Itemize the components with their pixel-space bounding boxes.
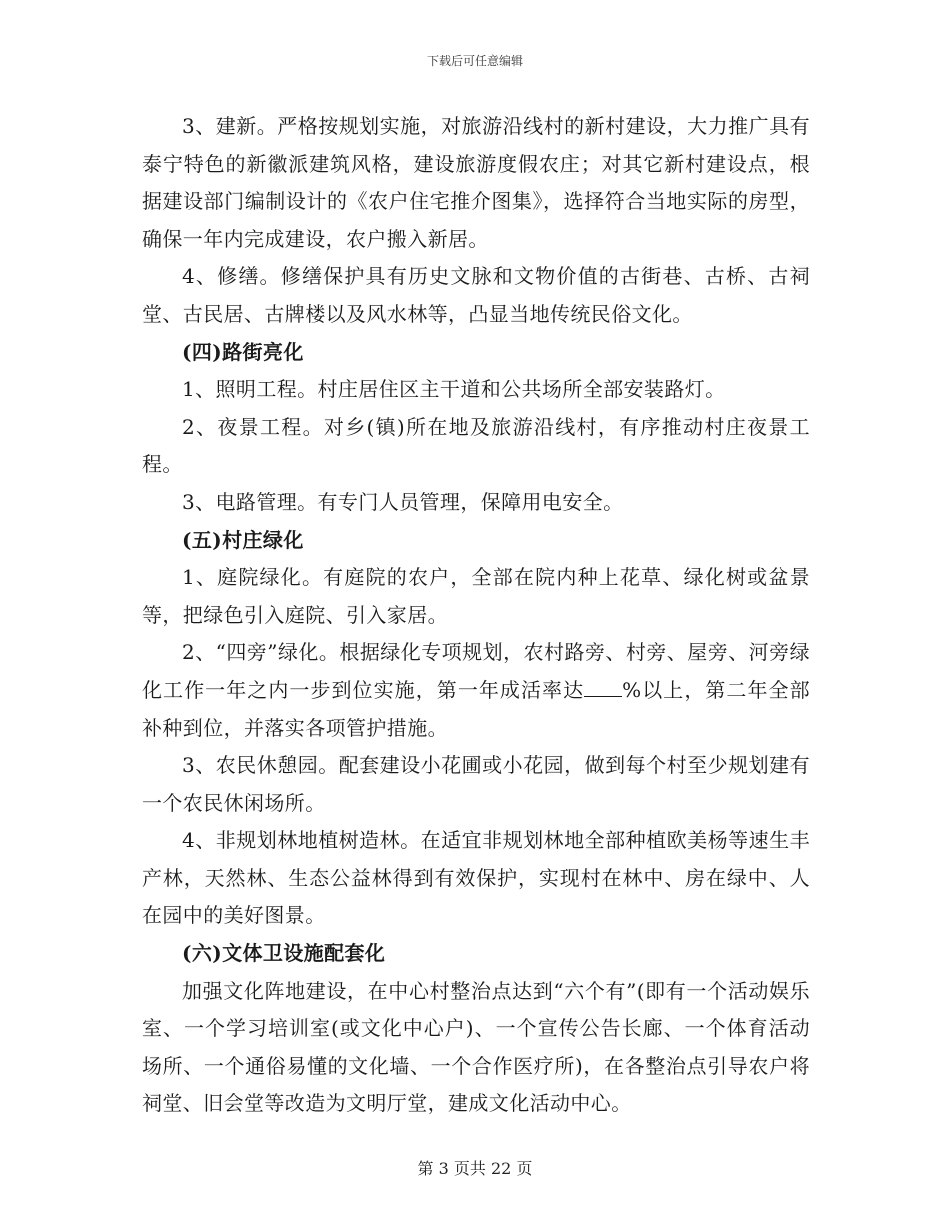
- paragraph-afforestation: 4、非规划林地植树造林。在适宜非规划林地全部种植欧美杨等速生丰产林，天然林、生态公益林得到有效保护，实现村在林中、房在绿中、人在园中的美好图景。: [142, 828, 810, 928]
- paragraph-four-sides-greening: [142, 634, 810, 747]
- paragraph-courtyard-greening: 1、庭院绿化。有庭院的农户，全部在院内种上花草、绿化树或盆景等，把绿色引入庭院、引入家居。: [142, 565, 810, 627]
- page-header: 下载后可任意编辑: [426, 54, 523, 68]
- paragraph-farmer-rest-garden: 3、农民休憩园。配套建设小花圃或小花园，做到每个村至少规划建有一个农民休闲场所。: [142, 753, 810, 815]
- paragraph-build-new: 3、建新。严格按规划实施，对旅游沿线村的新村建设，大力推广具有泰宁特色的新徽派建筑风格，建设旅游度假农庄；对其它新村建设点，根据建设部门编制设计的《农户住宅推介图集》，选择符合当地实际的房型，确保一年内完成建设，农户搬入新居。: [142, 114, 810, 251]
- paragraph-repair: 4、修缮。修缮保护具有历史文脉和文物价值的古街巷、古桥、古祠堂、古民居、古牌楼以及风水林等，凸显当地传统民俗文化。: [142, 264, 810, 326]
- blank-underline: [584, 678, 622, 697]
- paragraph-night-view-project: 2、夜景工程。对乡(镇)所在地及旅游沿线村，有序推动村庄夜景工程。: [142, 414, 810, 477]
- section-heading-facilities: (六)文体卫设施配套化: [182, 941, 386, 966]
- paragraph-lighting-project: 1、照明工程。村庄居住区主干道和公共场所全部安装路灯。: [182, 377, 726, 402]
- four-sides-text-before: 2、“四旁”绿化。根据绿化专项规划，农村路旁、村旁、屋旁、河旁绿化工作一年之内一步到位实施，第一年成活率达: [142, 640, 810, 702]
- four-sides-text-after: %以上，第二年全部补种到位，并落实各项管护措施。: [142, 677, 810, 740]
- page-footer: 第 3 页共 22 页: [417, 1159, 533, 1178]
- paragraph-cultural-facilities: 加强文化阵地建设，在中心村整治点达到“六个有”(即有一个活动娱乐室、一个学习培训室(或文化中心户)、一个宣传公告长廊、一个体育活动场所、一个通俗易懂的文化墙、一个合作医疗所)，在各整治点引导农户将祠堂、旧会堂等改造为文明厅堂，建成文化活动中心。: [142, 978, 810, 1116]
- section-heading-village-greening: (五)村庄绿化: [182, 527, 304, 552]
- paragraph-circuit-management: 3、电路管理。有专门人员管理，保障用电安全。: [182, 489, 624, 514]
- document-body: [142, 108, 810, 1123]
- section-heading-street-lighting: (四)路街亮化: [182, 339, 304, 364]
